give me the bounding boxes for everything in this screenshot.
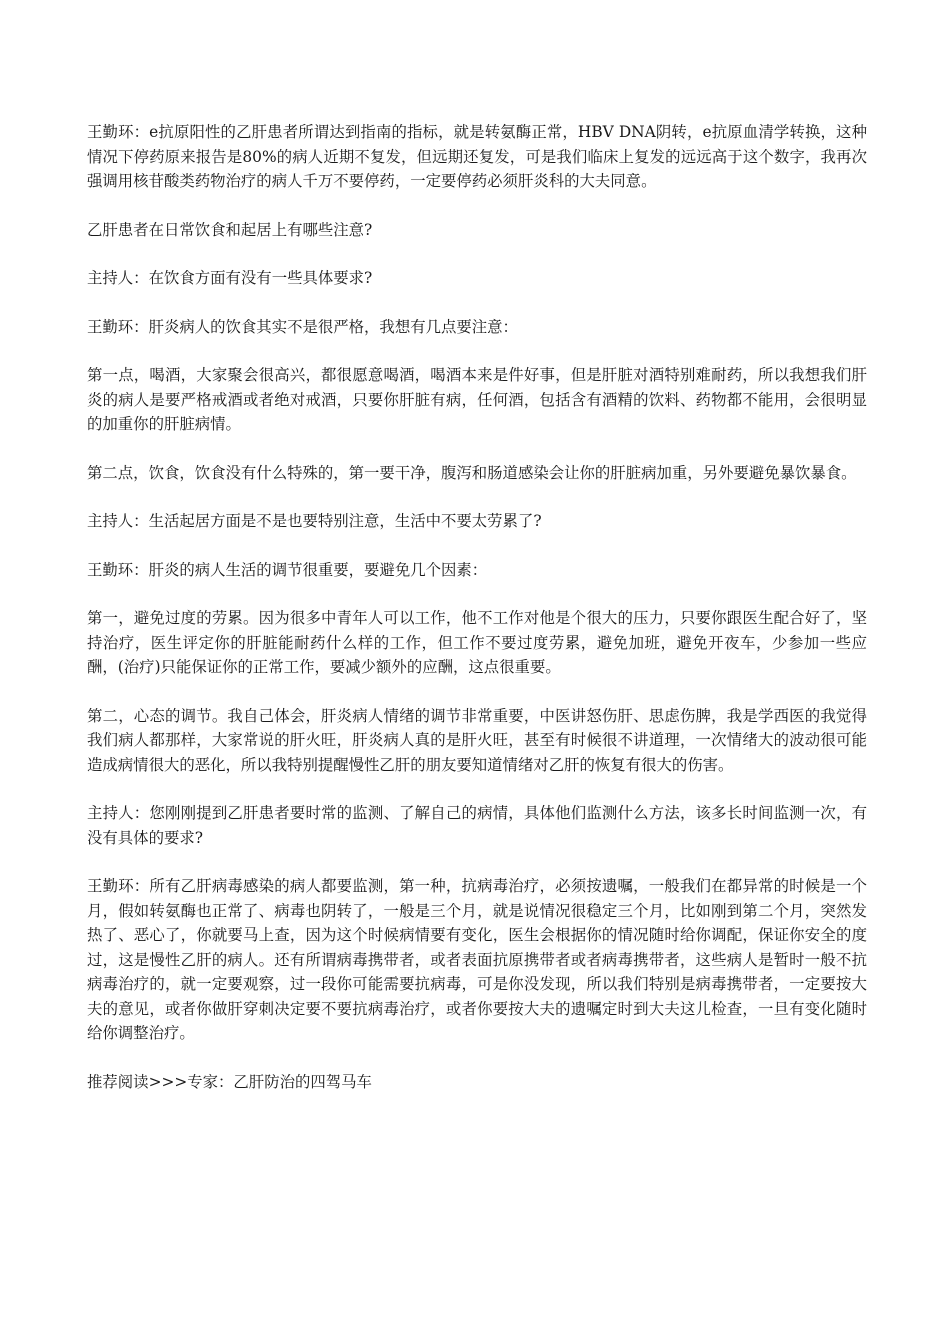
paragraph-point-alcohol: 第一点，喝酒，大家聚会很高兴，都很愿意喝酒，喝酒本来是件好事，但是肝脏对酒特别难耐药，所以我想我们肝炎的病人是要严格戒酒或者绝对戒酒，只要你肝脏有病，任何酒，包括含有酒精的饮料、药物都不能用，会很明显的加重你的肝脏病情。	[87, 366, 867, 433]
paragraph-host-question-lifestyle: 主持人：生活起居方面是不是也要特别注意，生活中不要太劳累了?	[87, 512, 542, 530]
paragraph-point-food: 第二点，饮食，饮食没有什么特殊的，第一要干净，腹泻和肠道感染会让你的肝脏病加重，另外要避免暴饮暴食。	[87, 463, 857, 482]
paragraph-host-question-monitoring: 主持人：您刚刚提到乙肝患者要时常的监测、了解自己的病情，具体他们监测什么方法，该多长时间监测一次，有没有具体的要求?	[87, 804, 867, 847]
recommended-reading-link[interactable]: 推荐阅读>>>专家：乙肝防治的四驾马车	[87, 1072, 372, 1091]
paragraph-section-heading: 乙肝患者在日常饮食和起居上有哪些注意?	[87, 220, 373, 239]
paragraph-host-question-diet: 主持人：在饮食方面有没有一些具体要求?	[87, 269, 373, 287]
paragraph-answer-lifestyle-intro: 王勤环：肝炎的病人生活的调节很重要，要避免几个因素：	[87, 560, 488, 579]
paragraph-answer-stop-medication: 王勤环：e抗原阳性的乙肝患者所谓达到指南的指标，就是转氨酶正常，HBV DNA阴转，e抗原血清学转换，这种情况下停药原来报告是80%的病人近期不复发，但远期还复发，可是我们临床上复发的远远高于这个数字，我再次强调用核苷酸类药物治疗的病人千万不要停药，一定要停药必须肝炎科的大夫同意。	[87, 123, 867, 190]
document-page	[87, 120, 867, 1118]
paragraph-answer-monitoring: 王勤环：所有乙肝病毒感染的病人都要监测，第一种，抗病毒治疗，必须按遗嘱，一般我们在都异常的时候是一个月，假如转氨酶也正常了、病毒也阴转了，一般是三个月，就是说情况很稳定三个月，比如刚到第二个月，突然发热了、恶心了，你就要马上查，因为这个时候病情要有变化，医生会根据你的情况随时给你调配，保证你安全的度过，这是慢性乙肝的病人。还有所谓病毒携带者，或者表面抗原携带者或者病毒携带者，这些病人是暂时一般不抗病毒治疗的，就一定要观察，过一段你可能需要抗病毒，可是你没发现，所以我们特别是病毒携带者，一定要按大夫的意见，或者你做肝穿刺决定要不要抗病毒治疗，或者你要按大夫的遗嘱定时到大夫这儿检查，一旦有变化随时给你调整治疗。	[87, 877, 867, 1042]
paragraph-point-fatigue: 第一，避免过度的劳累。因为很多中青年人可以工作，他不工作对他是个很大的压力，只要你跟医生配合好了，坚持治疗，医生评定你的肝脏能耐药什么样的工作，但工作不要过度劳累，避免加班，避免开夜车，少参加一些应酬，(治疗)只能保证你的正常工作，要减少额外的应酬，这点很重要。	[87, 609, 867, 676]
paragraph-point-mindset: 第二，心态的调节。我自己体会，肝炎病人情绪的调节非常重要，中医讲怒伤肝、思虑伤脾，我是学西医的我觉得我们病人都那样，大家常说的肝火旺，肝炎病人真的是肝火旺，甚至有时候很不讲道理，一次情绪大的波动很可能造成病情很大的恶化，所以我特别提醒慢性乙肝的朋友要知道情绪对乙肝的恢复有很大的伤害。	[87, 706, 867, 774]
paragraph-answer-diet-intro: 王勤环：肝炎病人的饮食其实不是很严格，我想有几点要注意：	[87, 317, 518, 336]
